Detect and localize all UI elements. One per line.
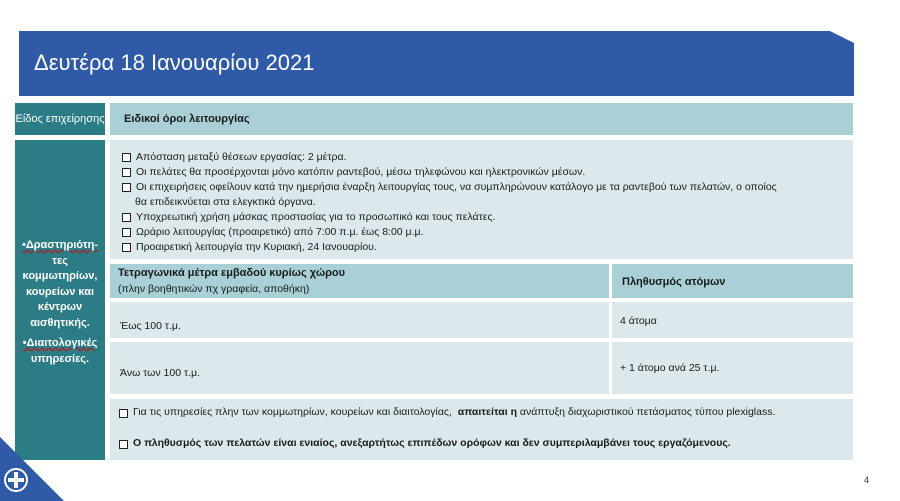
rule-item: Απόσταση μεταξύ θέσεων εργασίας: 2 μέτρα.: [122, 150, 842, 165]
rule-item: Υποχρεωτική χρήση μάσκας προστασίας για το προσωπικό και τους πελάτες.: [122, 210, 842, 225]
page-number: 4: [864, 475, 870, 485]
business-type-line: αισθητικής.: [30, 316, 90, 329]
checkbox-bullet-icon: [122, 168, 131, 177]
rule-item-continuation: θα επιδεικνύεται στα ελεγκτικά όργανα.: [135, 196, 316, 208]
page-title: Δευτέρα 18 Ιανουαρίου 2021: [34, 50, 315, 75]
greek-government-emblem-icon: [3, 467, 29, 493]
business-type-line: •Δραστηριότη-: [21, 239, 99, 251]
business-type-line: •Διαιτολογικές: [22, 337, 98, 349]
rule-item: Οι επιχειρήσεις οφείλουν κατά την ημερήσια έναρξη λειτουργίας τους, να συμπληρώνουν κατάλογο με τα ραντεβού των πελατών, ο οποίος: [122, 180, 842, 195]
note-population: Ο πληθυσμός των πελατών είναι ενιαίος, ανεξαρτήτως επιπέδων ορόφων και δεν συμπεριλαμβάνει τους εργαζόμενους.: [119, 437, 731, 449]
checkbox-bullet-icon: [119, 440, 128, 449]
people-value: + 1 άτομο ανά 25 τ.μ.: [620, 362, 720, 374]
table-cell: [110, 302, 609, 338]
conditions-header: Ειδικοί όροι λειτουργίας: [110, 103, 853, 135]
people-column-title: Πληθυσμός ατόμων: [622, 276, 726, 288]
rule-item: Ωράριο λειτουργίας (προαιρετικό) από 7:00 π.μ. έως 8:00 μ.μ.: [122, 225, 842, 240]
checkbox-bullet-icon: [122, 243, 131, 252]
checkbox-bullet-icon: [122, 153, 131, 162]
checkbox-bullet-icon: [122, 183, 131, 192]
business-type-line: κέντρων: [37, 301, 83, 313]
rules-list: [122, 150, 842, 255]
business-type-line: κομμωτηρίων,: [22, 270, 98, 282]
rule-item: Οι πελάτες θα προσέρχονται μόνο κατόπιν ραντεβού, μέσω τηλεφώνου και ηλεκτρονικών μέσων.: [122, 165, 842, 180]
note-plexiglass: Για τις υπηρεσίες πλην των κομμωτηρίων, κουρείων και διαιτολογίας, απαιτείται η ανάπτυξη διαχωριστικού πετάσματος τύπου plexiglass.: [119, 406, 775, 418]
rule-item: Προαιρετική λειτουργία την Κυριακή, 24 Ιανουαρίου.: [122, 240, 842, 255]
checkbox-bullet-icon: [122, 228, 131, 237]
business-type-list: [15, 238, 105, 367]
area-column-title: Τετραγωνικά μέτρα εμβαδού κυρίως χώρου: [118, 267, 346, 279]
area-column-subtitle: (πλην βοηθητικών πχ γραφεία, αποθήκη): [118, 283, 310, 295]
area-value: Έως 100 τ.μ.: [120, 320, 181, 332]
checkbox-bullet-icon: [119, 409, 128, 418]
checkbox-bullet-icon: [122, 213, 131, 222]
people-value: 4 άτομα: [620, 315, 657, 327]
business-type-line: τες: [52, 254, 68, 267]
business-type-line: υπηρεσίες.: [30, 352, 90, 365]
business-type-line: κουρείων και: [25, 285, 95, 298]
business-type-header: Είδος επιχείρησης: [15, 103, 105, 135]
area-value: Άνω των 100 τ.μ.: [120, 367, 201, 379]
